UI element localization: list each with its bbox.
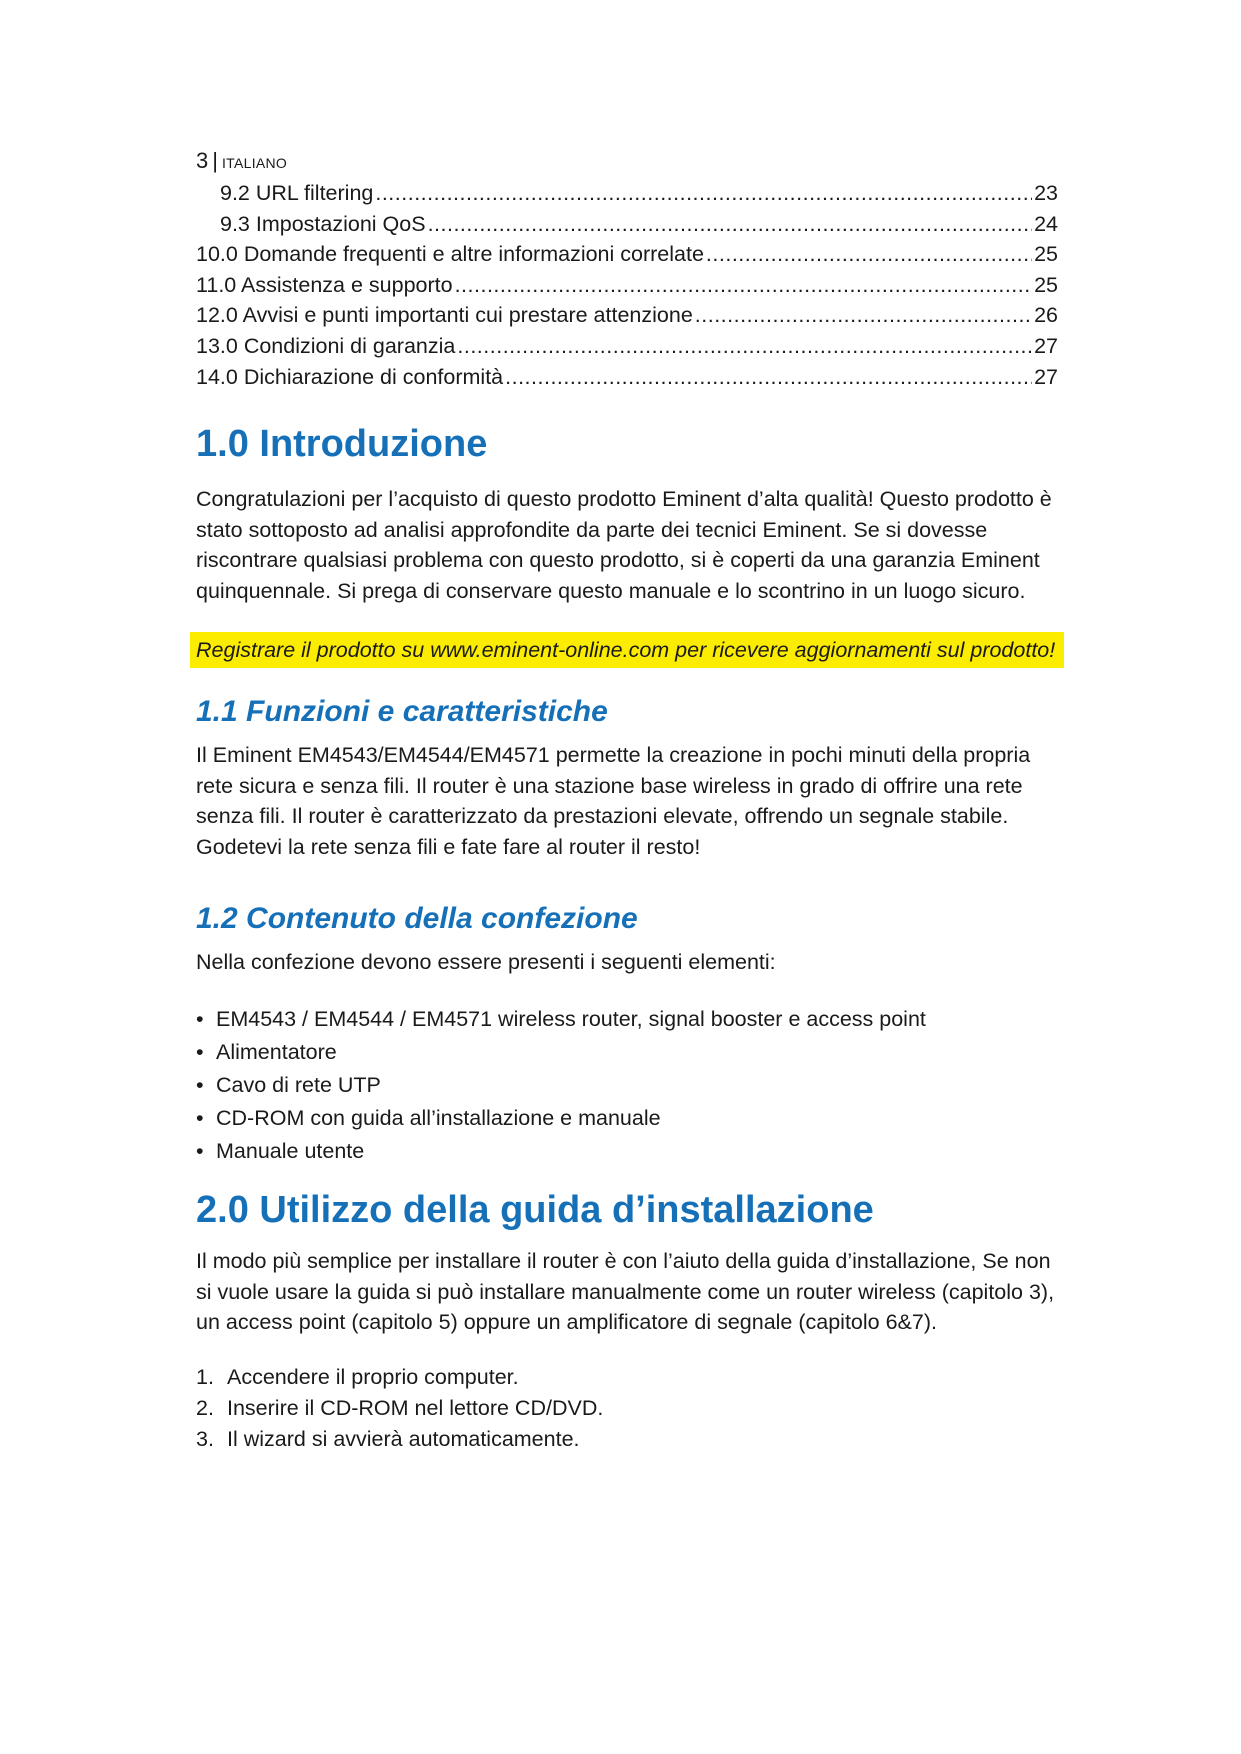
toc-entry[interactable] [196, 300, 1058, 331]
toc-entry[interactable] [196, 239, 1058, 270]
toc-entry[interactable] [196, 178, 1058, 209]
toc-entry[interactable] [196, 270, 1058, 301]
toc-leader [455, 270, 1033, 301]
section-title-introduzione: 1.0 Introduzione [196, 423, 488, 466]
toc-leader [706, 239, 1032, 270]
toc-entry-page: 24 [1034, 211, 1058, 236]
package-list [196, 1003, 1058, 1168]
page-header [196, 148, 1058, 176]
step-number: 2. [196, 1395, 214, 1420]
toc-entry-label: 10.0 Domande frequenti e altre informazioni correlate [196, 242, 704, 267]
features-paragraph: Il Eminent EM4543/EM4544/EM4571 permette la creazione in pochi minuti della propria rete sicura e senza fili. Il router è una stazione base wireless in grado di offrire una rete senza fili. Il router è caratterizzato da prestazioni elevate, offrendo un segnale stabile. Godetevi la rete senza fili e fate fare al router il resto! [196, 743, 1031, 859]
toc-leader [428, 209, 1033, 240]
section-title-guida: 2.0 Utilizzo della guida d’installazione [196, 1189, 874, 1232]
toc-entry-page: 23 [1034, 181, 1058, 205]
header-separator: | [212, 148, 218, 173]
toc-entry-label: 13.0 Condizioni di garanzia [196, 333, 456, 358]
toc-entry[interactable] [196, 331, 1058, 362]
toc-entry-label: 9.2 URL filtering [220, 181, 374, 205]
intro-paragraph: Congratulazioni per l’acquisto di questo prodotto Eminent d’alta qualità! Questo prodotto è stato sottoposto ad analisi approfondite da parte dei tecnici Eminent. Se si dovesse riscontrare qualsiasi problema con questo prodotto, si è coperti da una garanzia Eminent quinquennale. Si prega di conservare questo manuale e lo scontrino in un luogo sicuro. [196, 487, 1052, 603]
step-text: Il wizard si avvierà automaticamente. [227, 1426, 580, 1451]
step-item [196, 1424, 1058, 1455]
toc-leader [505, 362, 1032, 393]
toc-entry-label: 14.0 Dichiarazione di conformità [196, 364, 504, 389]
step-text: Accendere il proprio computer. [227, 1364, 519, 1389]
toc-entry-page: 25 [1034, 242, 1058, 267]
toc-entry-page: 26 [1034, 303, 1058, 328]
toc-entry[interactable] [196, 362, 1058, 393]
toc-leader [375, 178, 1032, 209]
section-title-funzioni: 1.1 Funzioni e caratteristiche [196, 695, 608, 729]
toc-entry-label: 9.3 Impostazioni QoS [220, 211, 426, 236]
toc-leader [457, 331, 1032, 362]
step-number: 3. [196, 1426, 214, 1451]
list-item: • Alimentatore [196, 1036, 1058, 1069]
toc-leader [695, 300, 1032, 331]
step-item [196, 1362, 1058, 1393]
step-text: Inserire il CD-ROM nel lettore CD/DVD. [227, 1395, 604, 1420]
page-number: 3 [196, 148, 209, 173]
toc-entry[interactable] [196, 209, 1058, 240]
toc-entry-label: 12.0 Avvisi e punti importanti cui prestare attenzione [196, 303, 693, 328]
wizard-paragraph: Il modo più semplice per installare il router è con l’aiuto della guida d’installazione, Se non si vuole usare la guida si può installare manualmente come un router wireless (capitolo 3), un access point (capitolo 5) oppure un amplificatore di segnale (capitolo 6&7). [196, 1249, 1055, 1335]
toc-entry-page: 27 [1034, 333, 1058, 358]
toc-entry-page: 25 [1034, 272, 1058, 297]
package-intro: Nella confezione devono essere presenti i seguenti elementi: [196, 949, 776, 974]
list-item: • EM4543 / EM4544 / EM4571 wireless router, signal booster e access point [196, 1003, 1058, 1036]
list-item: • CD-ROM con guida all’installazione e manuale [196, 1102, 1058, 1135]
toc-entry-label: 11.0 Assistenza e supporto [196, 272, 453, 297]
toc-entry-page: 27 [1034, 364, 1058, 389]
list-item: • Cavo di rete UTP [196, 1069, 1058, 1102]
section-title-contenuto: 1.2 Contenuto della confezione [196, 901, 638, 935]
document-page [196, 148, 1058, 1455]
header-language: ITALIANO [221, 155, 288, 171]
step-number: 1. [196, 1364, 214, 1389]
list-item: • Manuale utente [196, 1135, 1058, 1168]
wizard-steps [196, 1362, 1058, 1455]
table-of-contents [196, 178, 1058, 392]
register-notice: Registrare il prodotto su www.eminent-online.com per ricevere aggiornamenti sul prodotto! [190, 632, 1064, 669]
step-item [196, 1393, 1058, 1424]
